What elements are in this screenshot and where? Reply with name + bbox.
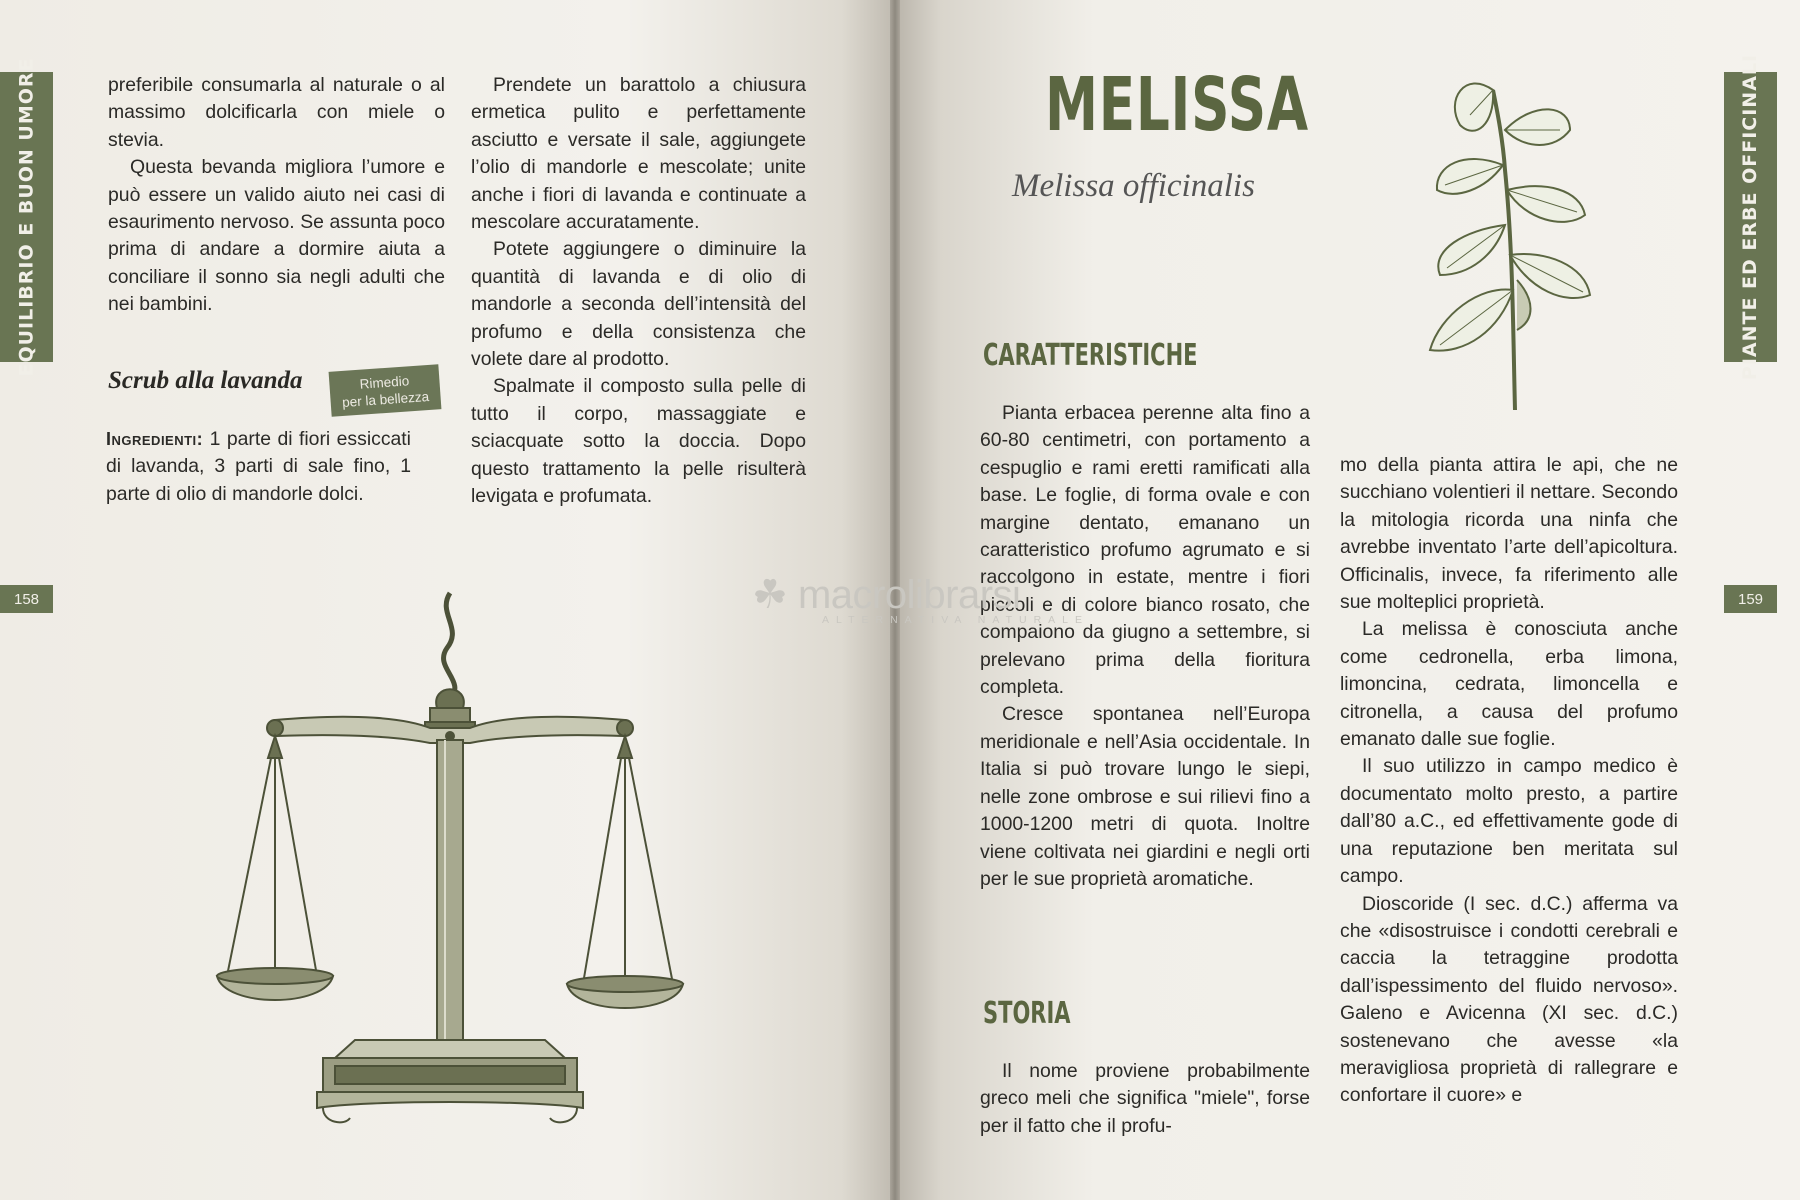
balance-scale-illustration	[205, 588, 695, 1133]
paragraph: La melissa è conosciuta anche come cedronella, erba limona, limoncina, cedrata, limoncella e citronella, a causa del profumo emanato dalle sue foglie.	[1340, 618, 1678, 751]
left-page	[0, 0, 895, 1200]
melissa-plant-illustration	[1385, 70, 1635, 420]
book-gutter	[890, 0, 900, 1200]
badge-line: Rimedio	[359, 372, 410, 392]
page-number-left: 158	[0, 585, 53, 613]
paragraph: mo della pianta attira le api, che ne succhiano volentieri il nettare. Secondo la mitologia ricorda una ninfa che avrebbe inventato l’arte dell’apicoltura. Officinalis, invece, fa riferimento alle sue molteplici proprietà.	[1340, 454, 1678, 614]
ingredients-label: Ingredienti:	[106, 429, 204, 449]
leaf-logo-icon: ☘	[752, 573, 788, 617]
paragraph: Spalmate il composto sulla pelle di tutto il corpo, massaggiate e sciacquate sotto la doccia. Dopo questo trattamento la pelle risulterà levigata e profumata.	[471, 375, 806, 508]
left-column-2	[471, 72, 806, 511]
badge-line: per la bellezza	[341, 388, 430, 410]
page-title: MELISSA	[1045, 62, 1309, 148]
paragraph: Questa bevanda migliora l’umore e può essere un valido aiuto nei casi di esaurimento nervoso. Se assunta poco prima di andare a dormire aiuta a conciliare il sonno sia negli adulti che nei bambini.	[108, 156, 445, 316]
paragraph: Cresce spontanea nell’Europa meridionale e nell’Asia occidentale. In Italia si può trovare lungo le siepi, nelle zone ombrose e sui rilievi fino a 1000-1200 metri di quota. Inoltre viene coltivata nei giardini e negli orti per le sue proprietà aromatiche.	[980, 703, 1310, 890]
paragraph: Potete aggiungere o diminuire la quantità di lavanda e di olio di mandorle a seconda dell’intensità del profumo e della consistenza che volete dare al prodotto.	[471, 238, 806, 371]
ingredients-text: 1 parte di fiori essiccati di lavanda, 3 parti di sale fino, 1 parte di olio di mandorle dolci.	[106, 428, 411, 505]
paragraph: Dioscoride (I sec. d.C.) afferma va che «disostruisce i condotti cerebrali e caccia la tetraggine prodotta dall’ispessimento del fluido nervoso». Galeno e Avicenna (XI sec. d.C.) sostenevano che avesse «la meravigliosa proprietà di rallegrare e confortare il cuore» e	[1340, 892, 1678, 1107]
paragraph: Prendete un barattolo a chiusura ermetica pulito e perfettamente asciutto e versate il sale, aggiungete l’olio di mandorle e mescolate; unite anche i fiori di lavanda e continuate a mescolare accuratamente.	[471, 74, 806, 234]
paragraph: Il nome proviene probabilmente greco meli che significa "miele", forse per il fatto che il profu-	[980, 1060, 1310, 1137]
section-heading-storia: STORIA	[983, 996, 1071, 1031]
paragraph: Il suo utilizzo in campo medico è documentato molto presto, a partire dall’80 a.C., ed effettivamente gode di una reputazione ben meritata sul campo.	[1340, 755, 1678, 888]
remedy-badge	[329, 364, 442, 417]
page-number-right: 159	[1724, 585, 1777, 613]
right-column-2	[1340, 452, 1678, 1110]
watermark-brand: ☘ macrolibrarsi	[752, 573, 1021, 617]
running-head-right: PIANTE ED ERBE OFFICINALI	[1724, 72, 1777, 362]
recipe-title: Scrub alla lavanda	[108, 367, 303, 394]
paragraph: Pianta erbacea perenne alta fino a 60-80 centimetri, con portamento a cespuglio e rami eretti ramificati alla base. Le foglie, di forma ovale e con margine dentato, emanano un caratteristico profumo agrumato e si raccolgono in estate, mentre i fiori piccoli e di colore bianco rosato, che compaiono da giugno a settembre, si prelevano prima della fioritura completa.	[980, 402, 1310, 699]
right-column-1-storia	[980, 1058, 1310, 1140]
running-head-left: EQUILIBRIO E BUON UMORE	[0, 72, 53, 362]
paragraph: preferibile consumarla al naturale o al massimo dolcificarla con miele o stevia.	[108, 74, 445, 151]
left-column-1	[108, 72, 445, 319]
latin-name: Melissa officinalis	[1012, 168, 1255, 204]
right-column-1	[980, 400, 1310, 893]
section-heading-caratteristiche: CARATTERISTICHE	[983, 338, 1198, 373]
watermark-tagline: ALTERNATIVA NATURALE	[822, 614, 1089, 626]
ingredients	[106, 426, 411, 508]
